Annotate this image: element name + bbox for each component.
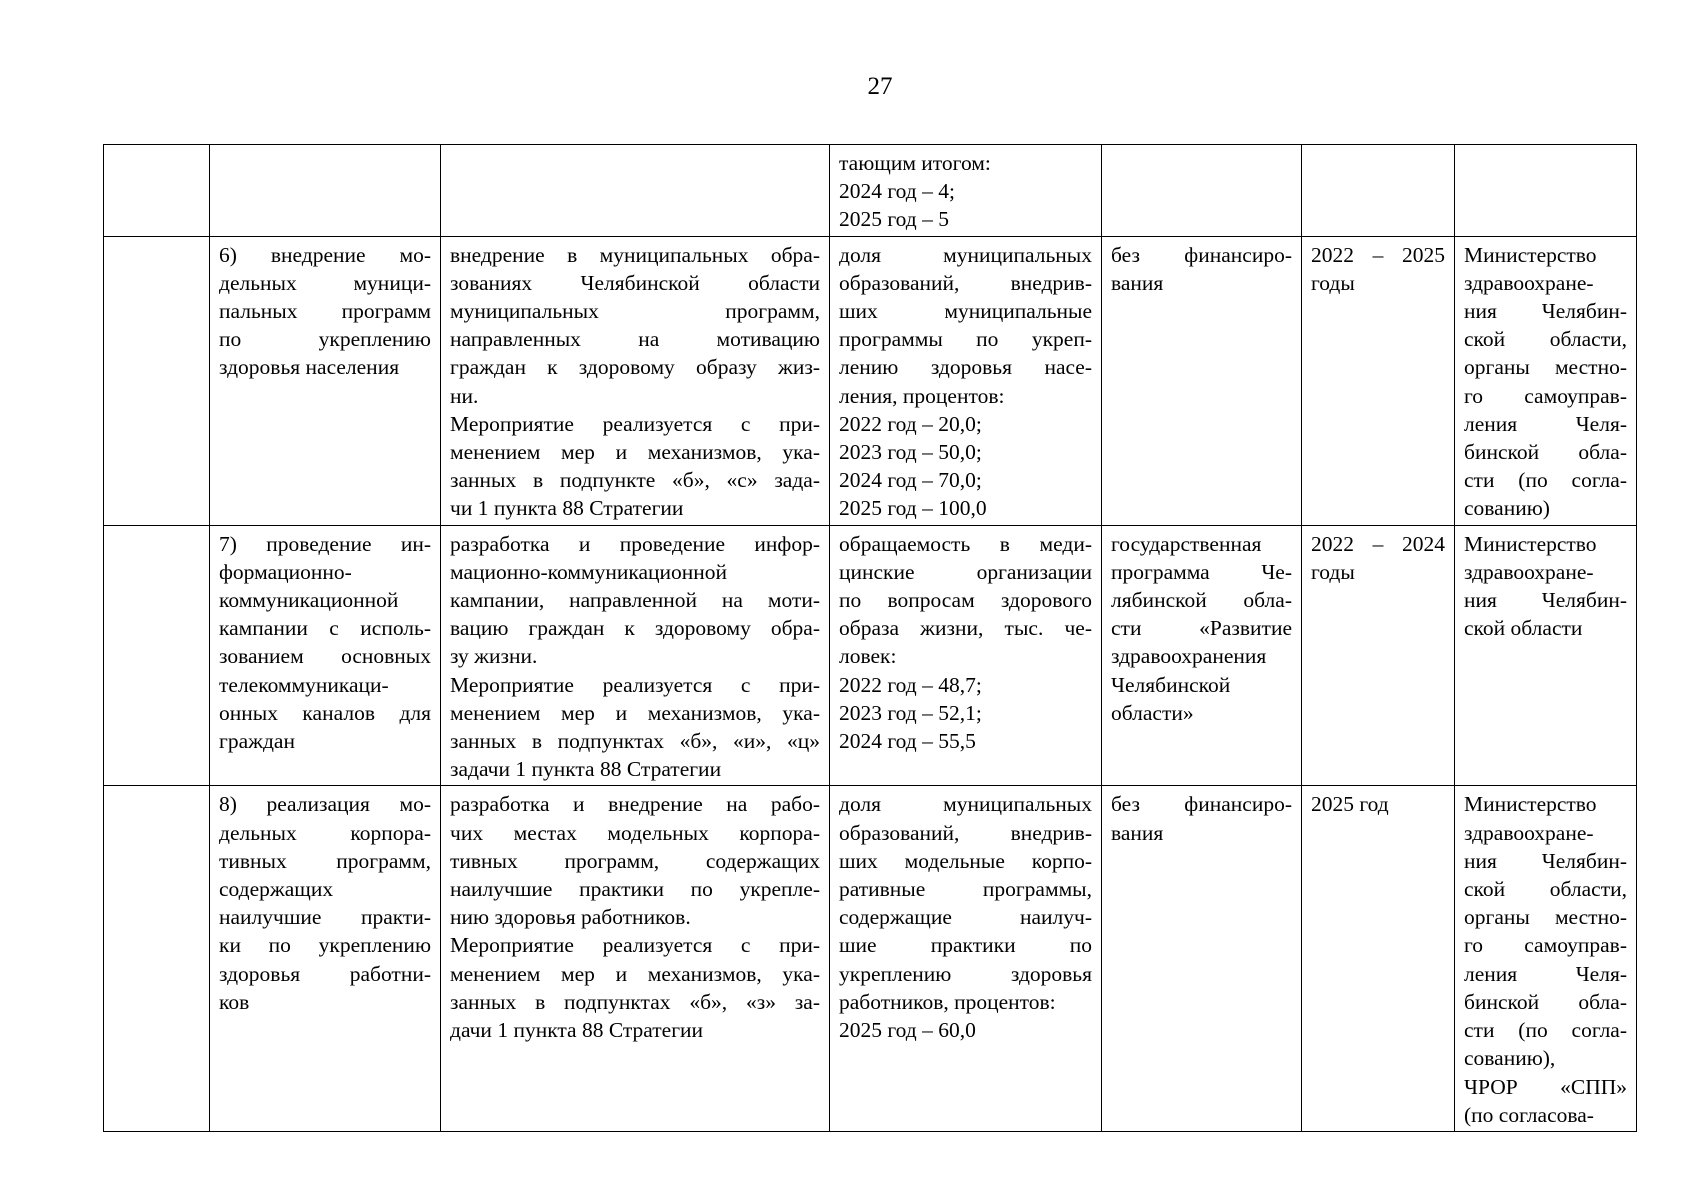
cell-line: бинской обла- [1464, 440, 1627, 465]
cell-line: 2025 год – 60,0 [839, 1018, 976, 1043]
cell-line: ловек: [839, 644, 897, 669]
cell-line: 2025 год [1311, 792, 1389, 817]
cell-line: ления Челя- [1464, 961, 1627, 986]
cell-line: 2023 год – 52,1; [839, 700, 982, 725]
cell-line: лению здоровья насе- [839, 355, 1092, 380]
cell-line: ших муниципальные [839, 299, 1092, 324]
cell-line: разработка и проведение инфор- [450, 531, 820, 556]
cell-line: здравоохране- [1464, 559, 1594, 584]
funding-cell [1102, 786, 1302, 1131]
cell-line: работников, процентов: [839, 989, 1056, 1014]
responsible-cell [1455, 525, 1637, 786]
cell-line: задачи 1 пункта 88 Стратегии [450, 757, 722, 782]
cell-line: 7) проведение ин- [219, 531, 431, 556]
measures-table [103, 144, 1637, 1132]
cell-line: го самоуправ- [1464, 933, 1627, 958]
number-cell [104, 786, 210, 1131]
cell-line: ния Челябин- [1464, 848, 1627, 873]
cell-line: тающим итогом: [839, 151, 991, 175]
responsible-cell [1455, 145, 1637, 237]
content-cell [441, 786, 830, 1131]
cell-line: ков [219, 989, 250, 1014]
event-cell [210, 525, 441, 786]
cell-line: (по согласова- [1464, 1102, 1594, 1127]
indicator-cell [830, 236, 1102, 525]
cell-line: менением мер и механизмов, ука- [450, 961, 820, 986]
cell-line: ления, процентов: [839, 383, 1005, 408]
cell-line: граждан [219, 729, 295, 754]
cell-line: го самоуправ- [1464, 383, 1627, 408]
cell-line: ния Челябин- [1464, 588, 1627, 613]
cell-line: зу жизни. [450, 644, 538, 669]
cell-line: здоровья населения [219, 355, 400, 380]
cell-line: ской области [1464, 616, 1583, 641]
cell-line: пальных программ [219, 299, 431, 324]
cell-line: органы местно- [1464, 355, 1627, 380]
cell-line: образований, внедрив- [839, 270, 1092, 295]
page-number: 27 [867, 73, 893, 100]
cell-line: Челябинской [1111, 672, 1231, 697]
cell-line: Мероприятие реализуется с при- [450, 933, 820, 958]
cell-line: 2024 год – 55,5 [839, 729, 976, 754]
cell-line: 2024 год – 70,0; [839, 468, 982, 493]
cell-line: направленных на мотивацию [450, 327, 820, 352]
cell-line: здоровья работни- [219, 961, 431, 986]
cell-line: 2025 год – 100,0 [839, 496, 987, 521]
cell-line: органы местно- [1464, 905, 1627, 930]
cell-line: ской области, [1464, 327, 1627, 352]
cell-line: доля муниципальных [839, 792, 1092, 817]
cell-line: онных каналов для [219, 700, 431, 725]
cell-line: внедрение в муниципальных обра- [450, 242, 820, 267]
cell-line: без финансиро- [1111, 242, 1292, 267]
number-cell [104, 145, 210, 237]
cell-line: формационно- [219, 559, 352, 584]
cell-line: здравоохране- [1464, 820, 1594, 845]
cell-line: программы по укреп- [839, 327, 1092, 352]
cell-line: вацию граждан к здоровому обра- [450, 616, 820, 641]
responsible-cell [1455, 236, 1637, 525]
event-cell [210, 786, 441, 1131]
cell-line: образа жизни, тыс. че- [839, 616, 1092, 641]
cell-line: по укреплению [219, 327, 431, 352]
indicator-cell [830, 525, 1102, 786]
term-cell [1302, 525, 1455, 786]
number-cell [104, 236, 210, 525]
cell-line: сти «Развитие [1111, 616, 1292, 641]
cell-line: здравоохранения [1111, 644, 1267, 669]
cell-line: 2022 год – 48,7; [839, 672, 982, 697]
cell-line: государственная [1111, 531, 1262, 556]
cell-line: дельных муници- [219, 270, 431, 295]
table-row [104, 786, 1637, 1131]
cell-line: менением мер и механизмов, ука- [450, 440, 820, 465]
cell-line: 2022 – 2025 [1311, 242, 1445, 267]
cell-line: занных в подпунктах «б», «з» за- [450, 989, 820, 1014]
cell-line: наилучшие практики по укрепле- [450, 877, 820, 902]
cell-line: сти (по согла- [1464, 1018, 1627, 1043]
cell-line: разработка и внедрение на рабо- [450, 792, 820, 817]
cell-line: кампании с исполь- [219, 616, 431, 641]
funding-cell [1102, 525, 1302, 786]
number-cell [104, 525, 210, 786]
cell-line: чи 1 пункта 88 Стратегии [450, 496, 684, 521]
cell-line: Министерство [1464, 792, 1597, 817]
cell-line: ЧРОР «СПП» [1464, 1074, 1627, 1099]
funding-cell [1102, 145, 1302, 237]
cell-line: ративные программы, [839, 877, 1092, 902]
cell-line: лябинской обла- [1111, 588, 1292, 613]
cell-line: сованию), [1464, 1046, 1556, 1071]
content-cell [441, 145, 830, 237]
cell-line: шие практики по [839, 933, 1092, 958]
cell-line: укреплению здоровья [839, 961, 1092, 986]
cell-line: 2022 год – 20,0; [839, 411, 982, 436]
cell-line: вания [1111, 820, 1164, 845]
funding-cell [1102, 236, 1302, 525]
cell-line: зованиях Челябинской области [450, 270, 820, 295]
cell-line: 6) внедрение мо- [219, 242, 431, 267]
cell-line: сованию) [1464, 496, 1550, 521]
indicator-cell [830, 786, 1102, 1131]
event-cell [210, 236, 441, 525]
cell-line: вания [1111, 270, 1164, 295]
cell-line: бинской обла- [1464, 989, 1627, 1014]
cell-line: области» [1111, 700, 1194, 725]
cell-line: ших модельные корпо- [839, 848, 1092, 873]
cell-line: Министерство [1464, 242, 1597, 267]
term-cell [1302, 786, 1455, 1131]
cell-line: доля муниципальных [839, 242, 1092, 267]
cell-line: цинские организации [839, 559, 1092, 584]
cell-line: обращаемость в меди- [839, 531, 1092, 556]
cell-line: без финансиро- [1111, 792, 1292, 817]
cell-line: ния Челябин- [1464, 299, 1627, 324]
cell-line: наилучшие практи- [219, 905, 431, 930]
cell-line: содержащие наилуч- [839, 905, 1092, 930]
cell-line: Министерство [1464, 531, 1597, 556]
cell-line: тивных программ, содержащих [450, 848, 820, 873]
cell-line: Мероприятие реализуется с при- [450, 411, 820, 436]
cell-line: образований, внедрив- [839, 820, 1092, 845]
table-row [104, 525, 1637, 786]
cell-line: 2023 год – 50,0; [839, 440, 982, 465]
cell-line: ки по укреплению [219, 933, 431, 958]
cell-line: программа Че- [1111, 559, 1292, 584]
content-cell [441, 236, 830, 525]
cell-line: занных в подпунктах «б», «и», «ц» [450, 729, 820, 754]
cell-line: по вопросам здорового [839, 588, 1092, 613]
cell-line: зованием основных [219, 644, 431, 669]
cell-line: ления Челя- [1464, 411, 1627, 436]
cell-line: 8) реализация мо- [219, 792, 431, 817]
cell-line: ской области, [1464, 877, 1627, 902]
table-row [104, 236, 1637, 525]
cell-line: годы [1311, 270, 1355, 295]
event-cell [210, 145, 441, 237]
cell-line: дачи 1 пункта 88 Стратегии [450, 1018, 704, 1043]
cell-line: 2022 – 2024 [1311, 531, 1445, 556]
cell-line: менением мер и механизмов, ука- [450, 700, 820, 725]
cell-line: занных в подпункте «б», «с» зада- [450, 468, 820, 493]
cell-line: сти (по согла- [1464, 468, 1627, 493]
cell-line: дельных корпора- [219, 820, 431, 845]
term-cell [1302, 236, 1455, 525]
cell-line: Мероприятие реализуется с при- [450, 672, 820, 697]
cell-line: телекоммуникаци- [219, 672, 389, 697]
cell-line: тивных программ, [219, 848, 431, 873]
cell-line: коммуникационной [219, 588, 399, 613]
cell-line: здравоохране- [1464, 270, 1594, 295]
cell-line: чих местах модельных корпора- [450, 820, 820, 845]
cell-line: граждан к здоровому образу жиз- [450, 355, 820, 380]
responsible-cell [1455, 786, 1637, 1131]
cell-line: ни. [450, 383, 479, 408]
cell-line: 2025 год – 5 [839, 207, 949, 232]
term-cell [1302, 145, 1455, 237]
cell-line: мационно-коммуникационной [450, 559, 728, 584]
cell-line: кампании, направленной на моти- [450, 588, 820, 613]
cell-line: муниципальных программ, [450, 299, 820, 324]
cell-line: годы [1311, 559, 1355, 584]
table-row [104, 145, 1637, 237]
cell-line: 2024 год – 4; [839, 179, 955, 204]
indicator-cell [830, 145, 1102, 237]
content-cell [441, 525, 830, 786]
cell-line: содержащих [219, 877, 334, 902]
cell-line: нию здоровья работников. [450, 905, 691, 930]
